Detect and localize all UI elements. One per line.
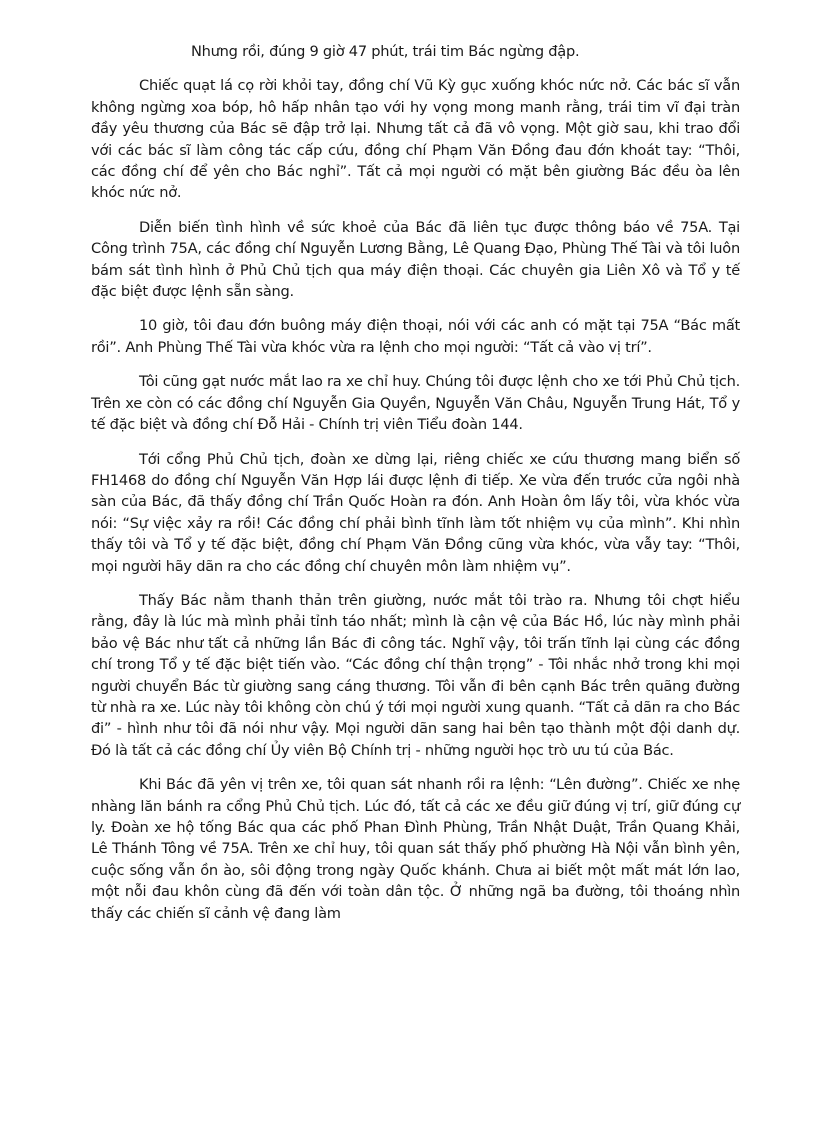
paragraph-4: 10 giờ, tôi đau đớn buông máy điện thoại, nói với các anh có mặt tại 75A “Bác mất rồi”. Anh Phùng Thế Tài vừa khóc vừa ra lệnh cho mọi người: “Tất cả vào vị trí”. (91, 317, 740, 356)
paragraph-5: Tôi cũng gạt nước mắt lao ra xe chỉ huy. Chúng tôi được lệnh cho xe tới Phủ Chủ tịch. Trên xe còn có các đồng chí Nguyễn Gia Quyền, Nguyễn Văn Châu, Nguyễn Trung Hát, Tổ y tế đặc biệt và đồng chí Đỗ Hải - Chính trị viên Tiểu đoàn 144. (91, 373, 740, 434)
paragraph-1: Nhưng rồi, đúng 9 giờ 47 phút, trái tim Bác ngừng đập. (191, 43, 580, 60)
paragraph-8: Khi Bác đã yên vị trên xe, tôi quan sát nhanh rồi ra lệnh: “Lên đường”. Chiếc xe nhẹ nhàng lăn bánh ra cổng Phủ Chủ tịch. Lúc đó, tất cả các xe đều giữ đúng vị trí, giữ đúng cự ly. Đoàn xe hộ tống Bác qua các phố Phan Đình Phùng, Trần Nhật Duật, Trần Quang Khải, Lê Thánh Tông về 75A. Trên xe chỉ huy, tôi quan sát thấy phố phường Hà Nội vẫn bình yên, cuộc sống vẫn ồn ào, sôi động trong ngày Quốc khánh. Chưa ai biết một mất mát lớn lao, một nỗi đau khôn cùng đã đến với toàn dân tộc. Ở những ngã ba đường, tôi thoáng nhìn thấy các chiến sĩ cảnh vệ đang làm (91, 776, 740, 922)
paragraph-3: Diễn biến tình hình về sức khoẻ của Bác đã liên tục được thông báo về 75A. Tại Công trình 75A, các đồng chí Nguyễn Lương Bằng, Lê Quang Đạo, Phùng Thế Tài và tôi luôn bám sát tình hình ở Phủ Chủ tịch qua máy điện thoại. Các chuyên gia Liên Xô và Tổ y tế đặc biệt được lệnh sẵn sàng. (91, 218, 740, 301)
paragraph-7: Thấy Bác nằm thanh thản trên giường, nước mắt tôi trào ra. Nhưng tôi chợt hiểu rằng, đây là lúc mà mình phải tỉnh táo nhất; mình là cận vệ của Bác Hồ, lúc này mình phải bảo vệ Bác như tất cả những lần Bác đi công tác. Nghĩ vậy, tôi trấn tĩnh lại cùng các đồng chí trong Tổ y tế đặc biệt tiến vào. “Các đồng chí thận trọng” - Tôi nhắc nhở trong khi mọi người chuyển Bác từ giường sang cáng thương. Tôi vẫn đi bên cạnh Bác trên quãng đường từ nhà ra xe. Lúc này tôi không còn chú ý tới mọi người xung quanh. “Tất cả dãn ra cho Bác đi” - hình như tôi đã nói như vậy. Mọi người dãn sang hai bên tạo thành một đội danh dự. Đó là tất cả các đồng chí Ủy viên Bộ Chính trị - những người học trò ưu tú của Bác. (91, 591, 740, 759)
paragraph-6: Tới cổng Phủ Chủ tịch, đoàn xe dừng lại, riêng chiếc xe cứu thương mang biển số FH1468 do đồng chí Nguyễn Văn Hợp lái được lệnh đi tiếp. Xe vừa đến trước cửa ngôi nhà sàn của Bác, đã thấy đồng chí Trần Quốc Hoàn ra đón. Anh Hoàn ôm lấy tôi, vừa khóc vừa nói: “Sự việc xảy ra rồi! Các đồng chí phải bình tĩnh làm tốt nhiệm vụ của mình”. Khi nhìn thấy tôi và Tổ y tế đặc biệt, đồng chí Phạm Văn Đồng cũng vừa khóc, vừa vẫy tay: “Thôi, mọi người hãy dãn ra cho các đồng chí chuyên môn làm nhiệm vụ”. (91, 450, 740, 575)
document-body (91, 41, 740, 924)
paragraph-2: Chiếc quạt lá cọ rời khỏi tay, đồng chí Vũ Kỳ gục xuống khóc nức nở. Các bác sĩ vẫn không ngừng xoa bóp, hô hấp nhân tạo với hy vọng mong manh rằng, trái tim vĩ đại tràn đầy yêu thương của Bác sẽ đập trở lại. Nhưng tất cả đã vô vọng. Một giờ sau, khi trao đổi với các bác sĩ làm công tác cấp cứu, đồng chí Phạm Văn Đồng đau đớn khoát tay: “Thôi, các đồng chí để yên cho Bác nghỉ”. Tất cả mọi người có mặt bên giường Bác đều òa lên khóc nức nở. (91, 77, 740, 202)
